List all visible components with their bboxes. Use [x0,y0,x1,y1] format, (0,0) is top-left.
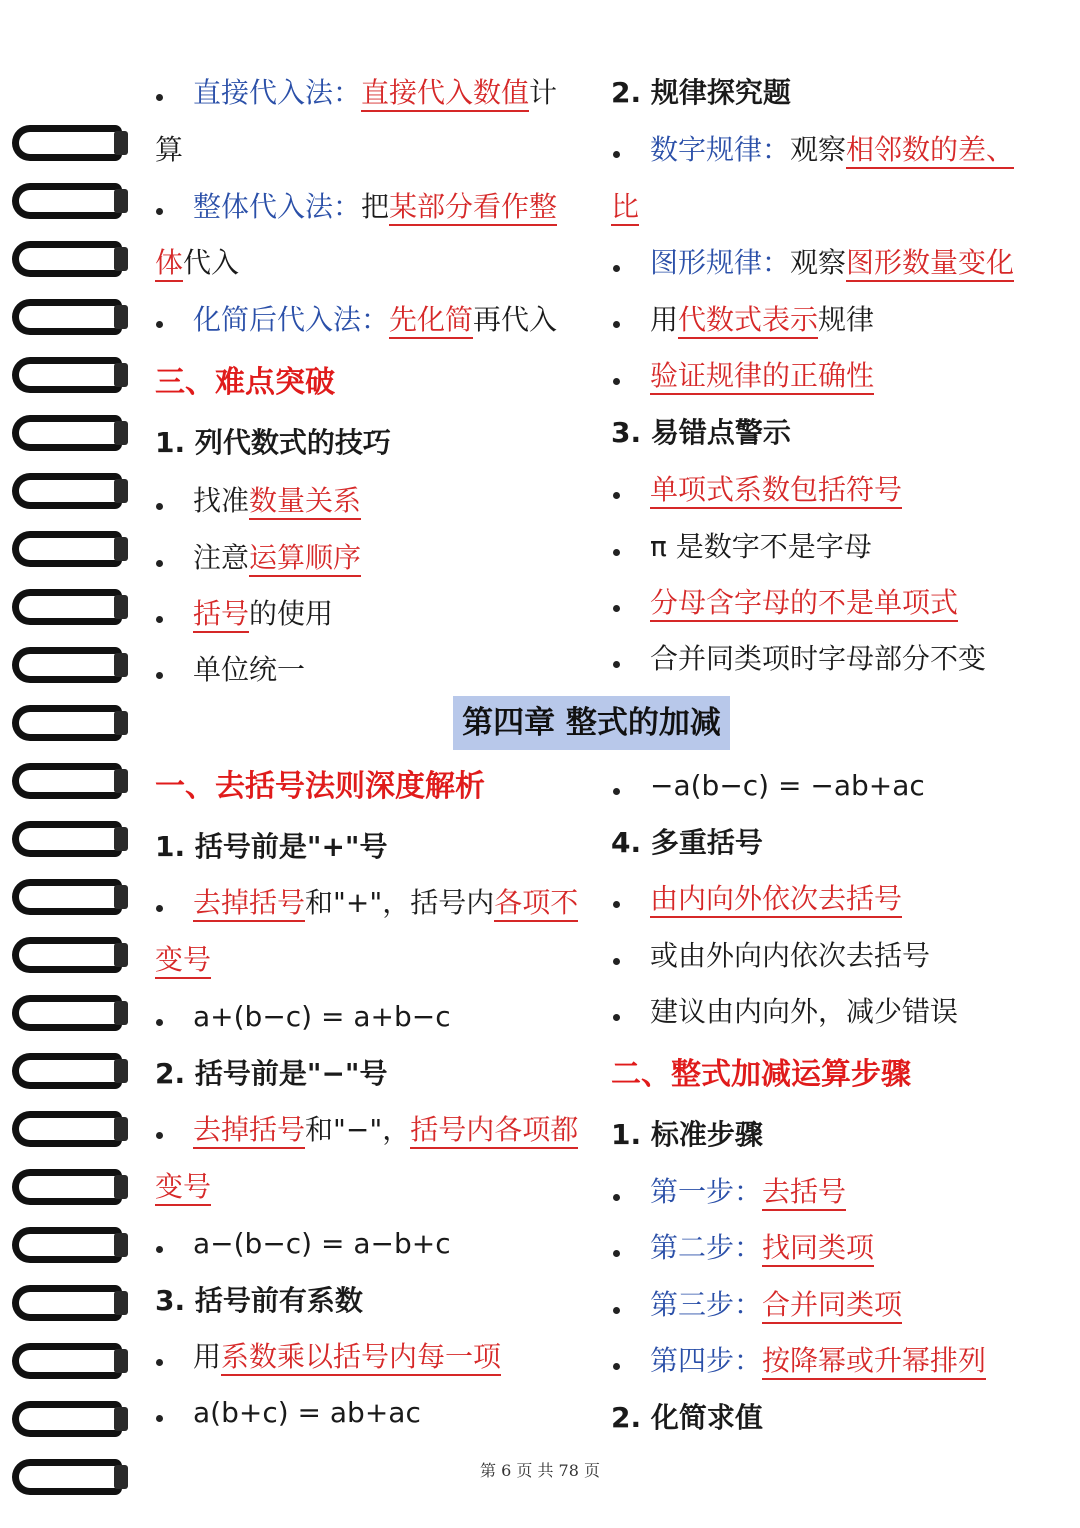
term-label: 化简后代入法： [193,303,390,336]
binding-ring [8,1401,132,1441]
ring-hole [114,363,128,387]
ring-loop [12,1343,122,1379]
highlight-text: 括号内各项都 [410,1113,578,1149]
highlight-text: 单项式系数包括符号 [650,473,902,509]
ring-hole [114,1233,128,1257]
ring-loop [12,995,122,1031]
list-item [193,886,578,920]
ring-loop [12,879,122,915]
continuation-text: 算 [155,133,184,166]
ring-loop [12,1401,122,1437]
binding-ring [8,299,132,339]
highlight-text: 按降幂或升幂排列 [762,1344,986,1380]
highlight-text: 去掉括号 [193,886,305,922]
step-item [650,1344,986,1378]
term-label: 直接代入法： [193,76,362,109]
ring-hole [114,131,128,155]
list-item [650,359,874,393]
bullet-dot [613,788,620,795]
plain-text: 注意 [193,541,250,574]
term-label: 图形规律： [650,246,791,279]
plain-text: 观察 [790,133,847,166]
ring-hole [114,479,128,503]
binding-ring [8,647,132,687]
highlight-text: 验证规律的正确性 [650,359,874,395]
term-label: 数字规律： [650,133,791,166]
page-number: 第 6 页 共 78 页 [480,1461,600,1480]
highlight-text: 比 [611,190,639,226]
subsection-heading: 3. 括号前有系数 [155,1284,363,1317]
formula: a(b+c) = ab+ac [193,1396,421,1429]
binding-ring [8,1053,132,1093]
subsection-heading: 2. 规律探究题 [611,76,791,109]
binding-ring [8,1343,132,1383]
section-heading: 二、整式加减运算步骤 [611,1057,911,1092]
bullet-dot [613,605,620,612]
subsection-heading: 1. 括号前是"+"号 [155,830,388,863]
ring-loop [12,183,122,219]
binding-ring [8,821,132,861]
bullet-dot [156,560,163,567]
ring-hole [114,1349,128,1373]
list-item: 单位统一 [193,653,306,686]
bullet-dot [613,492,620,499]
formula: a−(b−c) = a−b+c [193,1227,451,1260]
step-item [650,1231,874,1265]
term-label: 第四步： [650,1344,763,1377]
binding-ring [8,995,132,1035]
ring-hole [114,1059,128,1083]
ring-hole [114,769,128,793]
continuation-line [611,190,639,224]
binding-ring [8,473,132,513]
highlight-text: 数量关系 [249,484,361,520]
method-simplify-first [193,303,557,337]
subsection-heading: 4. 多重括号 [611,826,763,859]
ring-hole [114,189,128,213]
binding-ring [8,1169,132,1209]
plain-text: 和"+"，括号内 [305,886,495,919]
list-item: π 是数字不是字母 [650,530,872,563]
list-item [193,484,361,518]
method-direct-substitution [193,76,557,110]
list-item [650,133,1014,167]
binding-ring [8,241,132,281]
bullet-dot [156,1246,163,1253]
ring-hole [114,421,128,445]
method-whole-substitution [193,190,557,224]
bullet-dot [156,208,163,215]
binding-ring [8,705,132,745]
chapter-title: 第四章 整式的加减 [453,696,730,750]
ring-hole [114,305,128,329]
bullet-dot [613,321,620,328]
list-item [650,473,902,507]
ring-loop [12,357,122,393]
ring-hole [114,1407,128,1431]
ring-loop [12,415,122,451]
list-item [650,303,874,337]
bullet-dot [613,265,620,272]
binding-ring [8,763,132,803]
highlight-text: 某部分看作整 [389,190,557,226]
bullet-dot [613,1014,620,1021]
list-item: 建议由内向外，减少错误 [650,995,959,1028]
ring-loop [12,589,122,625]
term-label: 第三步： [650,1288,763,1321]
spiral-binding [0,55,140,1485]
list-item [193,541,361,575]
ring-hole [114,1117,128,1141]
bullet-dot [613,661,620,668]
binding-ring [8,879,132,919]
bullet-dot [613,1250,620,1257]
ring-loop [12,1053,122,1089]
highlight-text: 代数式表示 [678,303,818,339]
plain-text: 用 [650,303,679,336]
bullet-dot [613,958,620,965]
bullet-dot [613,1194,620,1201]
binding-ring [8,1227,132,1267]
continuation-line [155,246,239,280]
highlight-text: 分母含字母的不是单项式 [650,586,958,622]
binding-ring [8,357,132,397]
bullet-dot [613,549,620,556]
subsection-heading: 2. 括号前是"−"号 [155,1057,388,1090]
binding-ring [8,531,132,571]
bullet-dot [156,1132,163,1139]
list-item: 或由外向内依次去括号 [650,939,931,972]
highlight-text: 各项不 [494,886,578,922]
ring-hole [114,1001,128,1025]
subsection-heading: 1. 标准步骤 [611,1118,763,1151]
bullet-dot [613,378,620,385]
highlight-text: 合并同类项 [762,1288,902,1324]
subsection-heading: 3. 易错点警示 [611,416,791,449]
ring-hole [114,1175,128,1199]
bullet-dot [156,1019,163,1026]
highlight-text: 运算顺序 [249,541,361,577]
list-item [650,246,1014,280]
ring-loop [12,241,122,277]
highlight-text: 括号 [193,597,249,633]
bullet-dot [613,1307,620,1314]
term-label: 整体代入法： [193,190,362,223]
plain-text: 规律 [818,303,875,336]
ring-loop [12,299,122,335]
binding-ring [8,415,132,455]
highlight-text: 变号 [155,1170,211,1206]
plain-text: 的使用 [249,597,334,630]
ring-hole [114,1291,128,1315]
ring-hole [114,653,128,677]
continuation-line [155,943,211,977]
ring-loop [12,1169,122,1205]
highlight-text: 系数乘以括号内每一项 [221,1340,501,1376]
highlight-text: 直接代入数值 [361,76,529,112]
ring-loop [12,937,122,973]
list-item [193,597,333,631]
ring-loop [12,1227,122,1263]
ring-hole [114,247,128,271]
list-item [650,586,958,620]
plain-text: 计 [529,76,558,109]
binding-ring [8,589,132,629]
bullet-dot [613,151,620,158]
plain-text: 把 [361,190,390,223]
subsection-heading: 2. 化简求值 [611,1401,763,1434]
plain-text: 代入 [183,246,240,279]
section-heading: 一、去括号法则深度解析 [155,769,485,804]
highlight-text: 去掉括号 [193,1113,305,1149]
bullet-dot [156,503,163,510]
plain-text: 再代入 [473,303,558,336]
list-item [193,1113,578,1147]
ring-hole [114,537,128,561]
bullet-dot [156,1359,163,1366]
ring-loop [12,763,122,799]
list-item: 合并同类项时字母部分不变 [650,642,987,675]
bullet-dot [156,905,163,912]
bullet-dot [156,321,163,328]
ring-hole [114,595,128,619]
subsection-heading: 1. 列代数式的技巧 [155,426,391,459]
plain-text: 找准 [193,484,250,517]
section-heading: 三、难点突破 [155,365,335,400]
plain-text: 和"−"， [305,1113,411,1146]
step-item [650,1175,846,1209]
binding-ring [8,183,132,223]
binding-ring [8,1111,132,1151]
term-label: 第二步： [650,1231,763,1264]
binding-ring [8,937,132,977]
binding-ring [8,125,132,165]
highlight-text: 先化简 [389,303,473,339]
highlight-text: 去括号 [762,1175,846,1211]
step-item [650,1288,902,1322]
bullet-dot [613,1363,620,1370]
bullet-dot [156,1415,163,1422]
bullet-dot [156,616,163,623]
highlight-text: 找同类项 [762,1231,874,1267]
plain-text: 用 [193,1340,222,1373]
highlight-text: 图形数量变化 [846,246,1014,282]
highlight-text: 由内向外依次去括号 [650,882,902,918]
ring-loop [12,125,122,161]
ring-loop [12,473,122,509]
ring-hole [114,827,128,851]
ring-loop [12,821,122,857]
ring-loop [12,1111,122,1147]
term-label: 第一步： [650,1175,763,1208]
ring-loop [12,1285,122,1321]
bullet-dot [156,94,163,101]
highlight-text: 变号 [155,943,211,979]
ring-loop [12,647,122,683]
highlight-text: 体 [155,246,183,282]
formula: a+(b−c) = a+b−c [193,1000,451,1033]
bullet-dot [156,672,163,679]
list-item [650,882,902,916]
ring-loop [12,531,122,567]
bullet-dot [613,901,620,908]
highlight-text: 相邻数的差、 [846,133,1014,169]
ring-hole [114,711,128,735]
formula: −a(b−c) = −ab+ac [650,769,925,802]
list-item [193,1340,501,1374]
ring-hole [114,943,128,967]
ring-loop [12,705,122,741]
ring-hole [114,885,128,909]
continuation-line [155,1170,211,1204]
plain-text: 观察 [790,246,847,279]
binding-ring [8,1285,132,1325]
